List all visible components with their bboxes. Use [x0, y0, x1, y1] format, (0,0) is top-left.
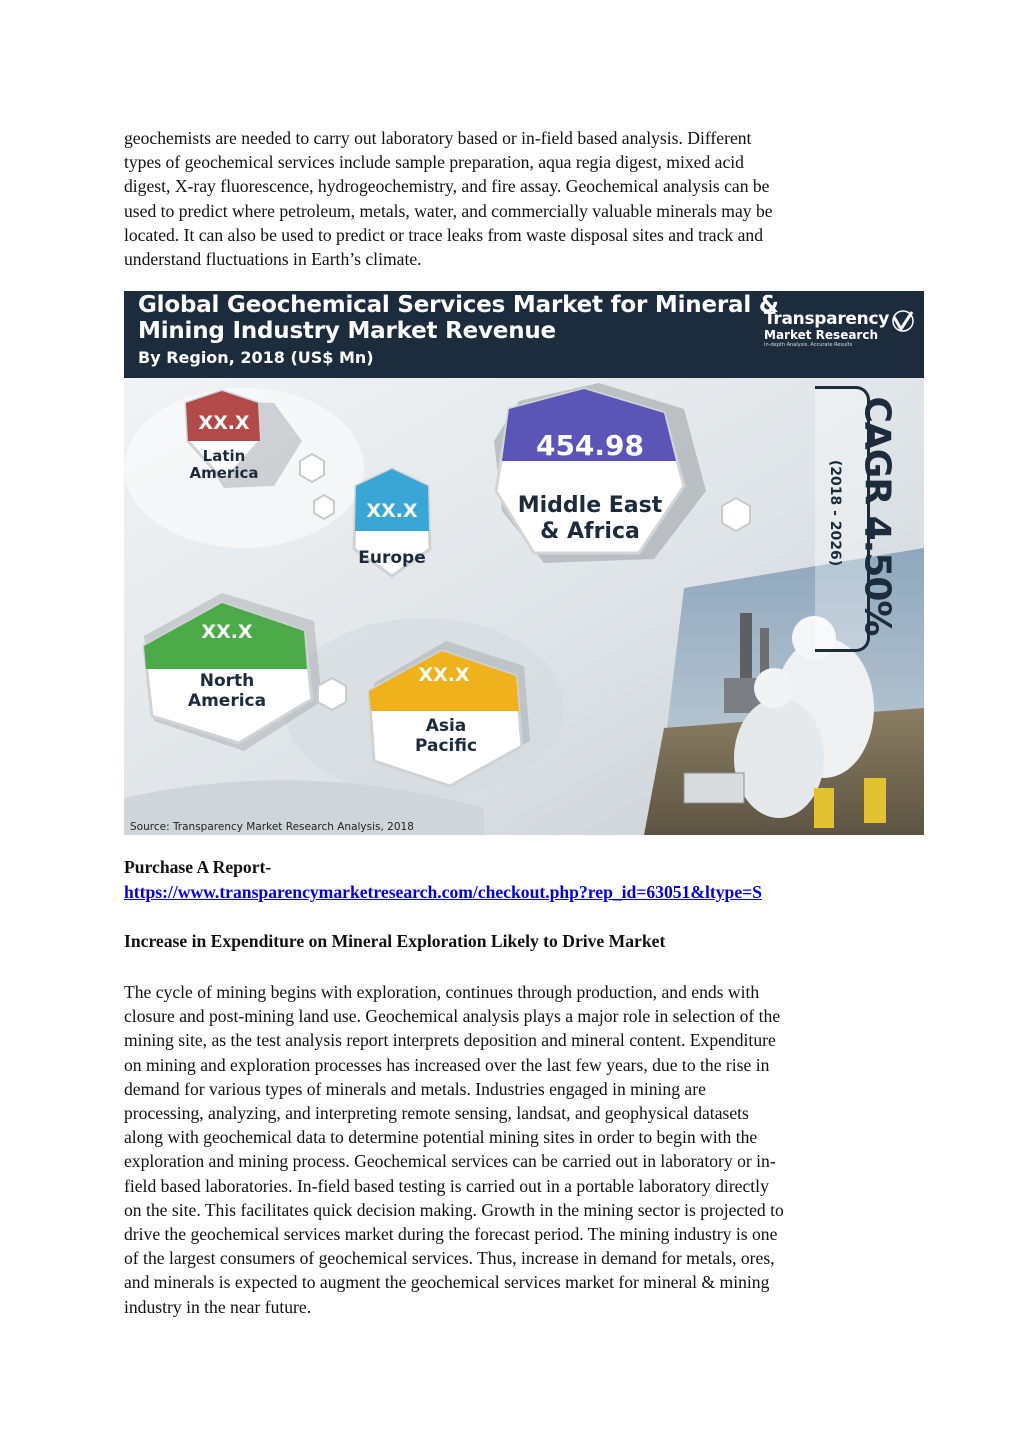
asia-pacific-value: XX.X — [418, 664, 470, 686]
latin-america-label — [190, 448, 259, 482]
region-hexagons — [124, 291, 924, 835]
latin-america-line2: America — [189, 464, 259, 482]
text-line: located. It can also be used to predict or trace leaks from waste disposal sites and track and — [124, 224, 764, 245]
mea-line2: & Africa — [540, 519, 640, 544]
text-line: and minerals is expected to augment the geochemical services market for mineral & mining — [124, 1272, 770, 1293]
text-line: industry in the near future. — [124, 1296, 312, 1317]
text-line: of the largest consumers of geochemical services. Thus, increase in demand for metals, ores, — [124, 1248, 775, 1269]
text-line: exploration and mining process. Geochemical services can be carried out in laboratory or in- — [124, 1151, 776, 1172]
mea-unit: (US$ Mn) — [553, 468, 627, 484]
logo-tagline: In-depth Analysis. Accurate Results — [764, 342, 853, 348]
cagr-value: CAGR 4.50% — [856, 396, 898, 636]
intro-paragraph — [124, 126, 914, 271]
north-america-label — [188, 671, 266, 711]
mea-line1: Middle East — [517, 493, 663, 518]
europe-value: XX.X — [366, 500, 418, 522]
latin-america-value: XX.X — [198, 412, 250, 434]
latin-america-line1: Latin — [202, 447, 246, 465]
asia-pacific-label — [415, 716, 477, 756]
europe-label: Europe — [358, 548, 426, 568]
text-line: drive the geochemical services market during the forecast period. The mining industry is one — [124, 1224, 778, 1245]
text-line: digest, X-ray fluorescence, hydrogeochemistry, and fire assay. Geochemical analysis can be — [124, 176, 770, 197]
asia-pacific-line1: Asia — [425, 716, 467, 736]
section-heading: Increase in Expenditure on Mineral Exploration Likely to Drive Market — [124, 931, 666, 951]
text-line: geochemists are needed to carry out laboratory based or in-field based analysis. Different — [124, 128, 752, 148]
text-line: understand fluctuations in Earth’s climate. — [124, 249, 422, 270]
north-america-line1: North — [199, 671, 255, 691]
north-america-line2: America — [187, 691, 267, 711]
text-line: closure and post-mining land use. Geochemical analysis plays a major role in selection of the — [124, 1006, 781, 1027]
infographic-title-line1: Global Geochemical Services Market for Mineral & — [138, 292, 779, 318]
north-america-value: XX.X — [201, 621, 253, 643]
purchase-report-link[interactable]: https://www.transparencymarketresearch.com/checkout.php?rep_id=63051&ltype=S — [124, 882, 762, 902]
infographic-subtitle: By Region, 2018 (US$ Mn) — [138, 348, 374, 367]
source-note: Source: Transparency Market Research Analysis, 2018 — [130, 821, 414, 833]
logo-subtitle: Market Research — [764, 328, 878, 342]
cagr-period: (2018 - 2026) — [827, 459, 843, 567]
text-line: mining site, as the test analysis report interprets deposition and mineral content. Expenditure — [124, 1030, 776, 1051]
hex-asia-pacific — [369, 641, 530, 786]
mea-label — [518, 493, 663, 545]
infographic-title-line2: Mining Industry Market Revenue — [138, 318, 556, 344]
text-line: processing, analyzing, and interpreting remote sensing, landsat, and geophysical datasets — [124, 1103, 749, 1124]
logo-name: Transparency — [764, 309, 890, 329]
text-line: on mining and exploration processes has increased over the last few years, due to the rise in — [124, 1054, 770, 1075]
text-line: types of geochemical services include sample preparation, aqua regia digest, mixed acid — [124, 152, 744, 173]
body-paragraph — [124, 980, 914, 1319]
text-line: demand for various types of minerals and metals. Industries engaged in mining are — [124, 1078, 706, 1099]
asia-pacific-line2: Pacific — [414, 736, 478, 756]
text-line: field based laboratories. In-field based testing is carried out in a portable laboratory directly — [124, 1175, 769, 1196]
market-infographic — [124, 291, 924, 835]
mea-value: 454.98 — [535, 429, 645, 462]
text-line: The cycle of mining begins with exploration, continues through production, and ends with — [124, 982, 760, 1002]
text-line: along with geochemical data to determine potential mining sites in order to begin with the — [124, 1127, 758, 1148]
purchase-label: Purchase A Report- — [124, 857, 272, 877]
text-line: on the site. This facilitates quick decision making. Growth in the mining sector is projected to — [124, 1199, 784, 1220]
text-line: used to predict where petroleum, metals, water, and commercially valuable minerals may be — [124, 200, 773, 221]
